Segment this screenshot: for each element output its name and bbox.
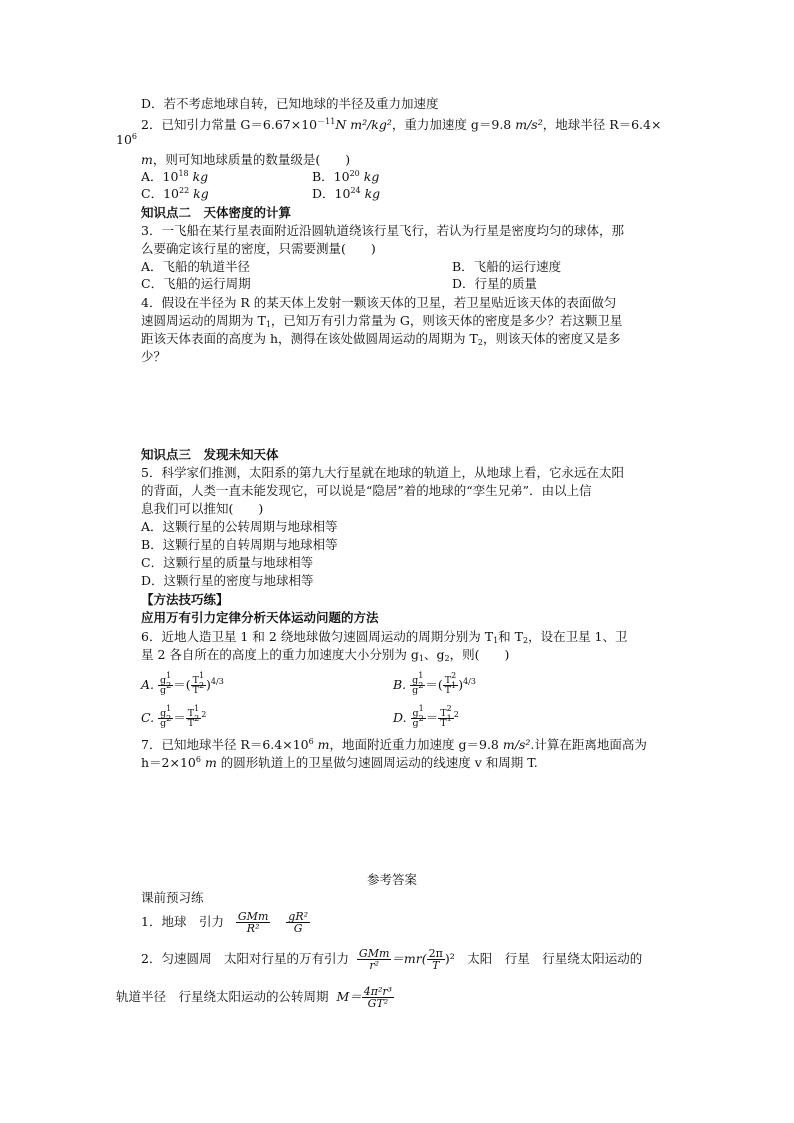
- method-subheading: 应用万有引力定律分析天体运动问题的方法: [141, 610, 379, 625]
- method-heading: 【方法技巧练】: [141, 592, 229, 607]
- answer-title: 参考答案: [367, 872, 418, 887]
- question-7-line-2: $h=2\times 10^6$ m 的圆形轨道上的卫星做匀速圆周运动的线速度 v 和周期 T.: [141, 755, 538, 770]
- question-5-line-3: 息我们可以推知( ): [141, 501, 264, 516]
- option-2d-prev: D．若不考虑地球自转，已知地球的半径及重力加速度: [141, 96, 439, 111]
- question-5-line-2: 的背面，人类一直未能发现它，可以说是“隐居”着的地球的“孪生兄弟”．由以上信: [141, 483, 592, 498]
- question-6-line-2: 星 2 各自所在的高度上的重力加速度大小分别为 $g_1$、$g_2$，则( ): [141, 647, 510, 663]
- option-2b: B．$10^{20}$ kg: [312, 169, 380, 184]
- question-5-line-1: 5．科学家们推测，太阳系的第九大行星就在地球的轨道上，从地球上看，它永远在太阳: [141, 465, 624, 480]
- question-6-line-1: 6．近地人造卫星 1 和 2 绕地球做匀速圆周运动的周期分别为 $T_1$和 $T_2$，设在卫星 1、卫: [141, 629, 628, 645]
- answer-1: 1．地球 引力 $\frac{\text{GMm}}{\text{R²}}$ $\frac{\text{gR²}}{G}$: [141, 910, 309, 935]
- question-4-line-4: 少？: [141, 349, 167, 364]
- question-3-line-1: 3．一飞船在某行星表面附近沿圆轨道绕该行星飞行，若认为行星是密度均匀的球体，那: [141, 223, 624, 238]
- option-5d: D．这颗行星的密度与地球相等: [141, 573, 314, 588]
- option-5c: C．这颗行星的质量与地球相等: [141, 555, 314, 570]
- section-heading-2: 知识点二 天体密度的计算: [141, 205, 292, 220]
- preview-heading: 课前预习练: [141, 890, 204, 905]
- option-3b: B．飞船的运行速度: [452, 259, 562, 274]
- option-5a: A．这颗行星的公转周期与地球相等: [141, 519, 338, 534]
- option-5b: B．这颗行星的自转周期与地球相等: [141, 537, 338, 552]
- option-3d: D．行星的质量: [452, 276, 538, 291]
- question-3-line-2: 么要确定该行星的密度，只需要测量( ): [141, 241, 376, 256]
- option-3a: A．飞船的轨道半径: [141, 259, 251, 274]
- option-6c: C. $\frac{g^1}{g^2}$ ＝ $\frac{T^1}{T^2}$ $^2$: [141, 704, 207, 729]
- option-2c: C．$10^{22}$ kg: [141, 186, 209, 201]
- option-3c: C．飞船的运行周期: [141, 276, 251, 291]
- answer-3: 轨道半径 行星绕太阳运动的公转周期 M＝ $\frac{\text{4π²r³}}{\text{GT²}}$: [116, 985, 393, 1010]
- option-6d: D. $\frac{g^1}{g^2}$ ＝ $\frac{T^2}{T^1}$ $^2$: [393, 704, 459, 729]
- question-2-line-2: $10^6$: [116, 132, 137, 147]
- question-4-line-3: 距该天体表面的高度为 h，测得在该处做圆周运动的周期为 $T_2$，则该天体的密度又是多: [141, 331, 621, 347]
- section-heading-3: 知识点三 发现未知天体: [141, 447, 279, 462]
- question-2-line-1: 2．已知引力常量 $G=6.67\times 10^{-11}N$ m²/kg²，重力加速度 g＝9.8 m/s²，地球半径 R＝6.4×: [141, 117, 662, 132]
- option-2a: A．$10^{18}$ kg: [141, 169, 209, 184]
- answer-2: 2．匀速圆周 太阳对行星的万有引力 $\frac{\text{GMm}}{\text{r²}}$ ＝mr( $\frac{2\pi}{T}$ )² 太阳 行星 行星绕太阳运动的: [141, 947, 643, 972]
- option-2d: D．$10^{24}$ kg: [312, 186, 381, 201]
- option-6a: A. $\frac{g^1}{g^2}$ ＝( $\frac{T^1}{T^2}$ )$^{4/3}$: [141, 671, 224, 696]
- question-4-line-1: 4．假设在半径为 R 的某天体上发射一颗该天体的卫星，若卫星贴近该天体的表面做匀: [141, 295, 617, 310]
- question-4-line-2: 速圆周运动的周期为 $T_1$，已知万有引力常量为 G，则该天体的密度是多少？若这颗卫星: [141, 313, 623, 329]
- question-2-line-3: m，则可知地球质量的数量级是( ): [141, 152, 351, 167]
- option-6b: B. $\frac{g^1}{g^2}$ ＝( $\frac{T^2}{T^1}$ )$^{4/3}$: [393, 671, 476, 696]
- question-7-line-1: 7．已知地球半径 $R=6.4\times 10^6$ m，地面附近重力加速度 g＝9.8 m/s².计算在距离地面高为: [141, 737, 647, 752]
